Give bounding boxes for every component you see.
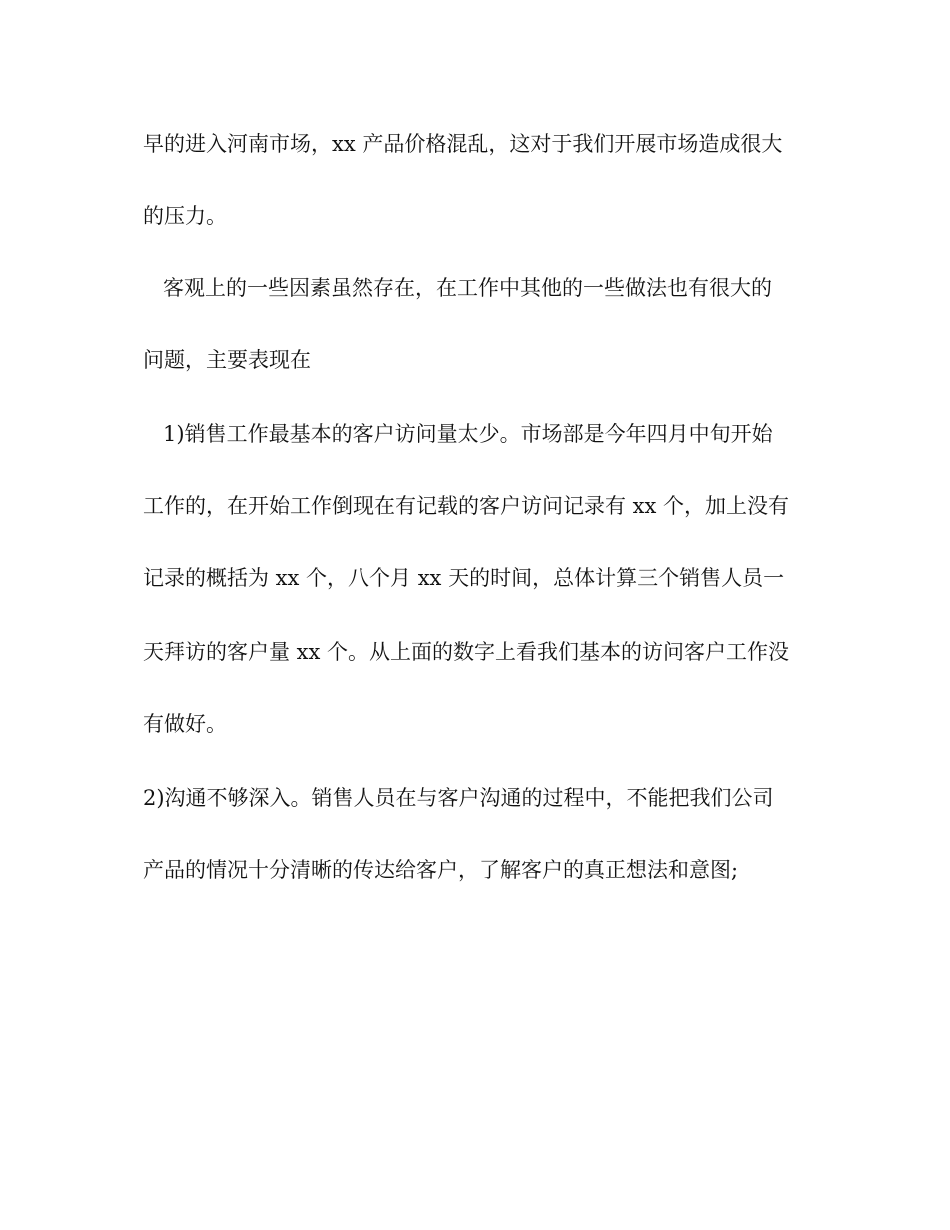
text-line: 有做好。 xyxy=(143,712,227,736)
text-line: 早的进入河南市场，xx 产品价格混乱，这对于我们开展市场造成很大 xyxy=(143,132,783,156)
text-line: 1)销售工作最基本的客户访问量太少。市场部是今年四月中旬开始 xyxy=(143,422,773,446)
text-line: 2)沟通不够深入。销售人员在与客户沟通的过程中，不能把我们公司 xyxy=(143,786,774,810)
text-line: 工作的，在开始工作倒现在有记载的客户访问记录有 xx 个，加上没有 xyxy=(143,494,790,518)
text-line: 的压力。 xyxy=(143,204,227,228)
text-line: 问题，主要表现在 xyxy=(143,348,311,372)
text-line: 产品的情况十分清晰的传达给客户，了解客户的真正想法和意图; xyxy=(143,858,739,882)
text-line: 记录的概括为 xx 个，八个月 xx 天的时间，总体计算三个销售人员一 xyxy=(143,566,785,590)
text-line: 天拜访的客户量 xx 个。从上面的数字上看我们基本的访问客户工作没 xyxy=(143,640,790,664)
text-line: 客观上的一些因素虽然存在，在工作中其他的一些做法也有很大的 xyxy=(143,276,773,300)
